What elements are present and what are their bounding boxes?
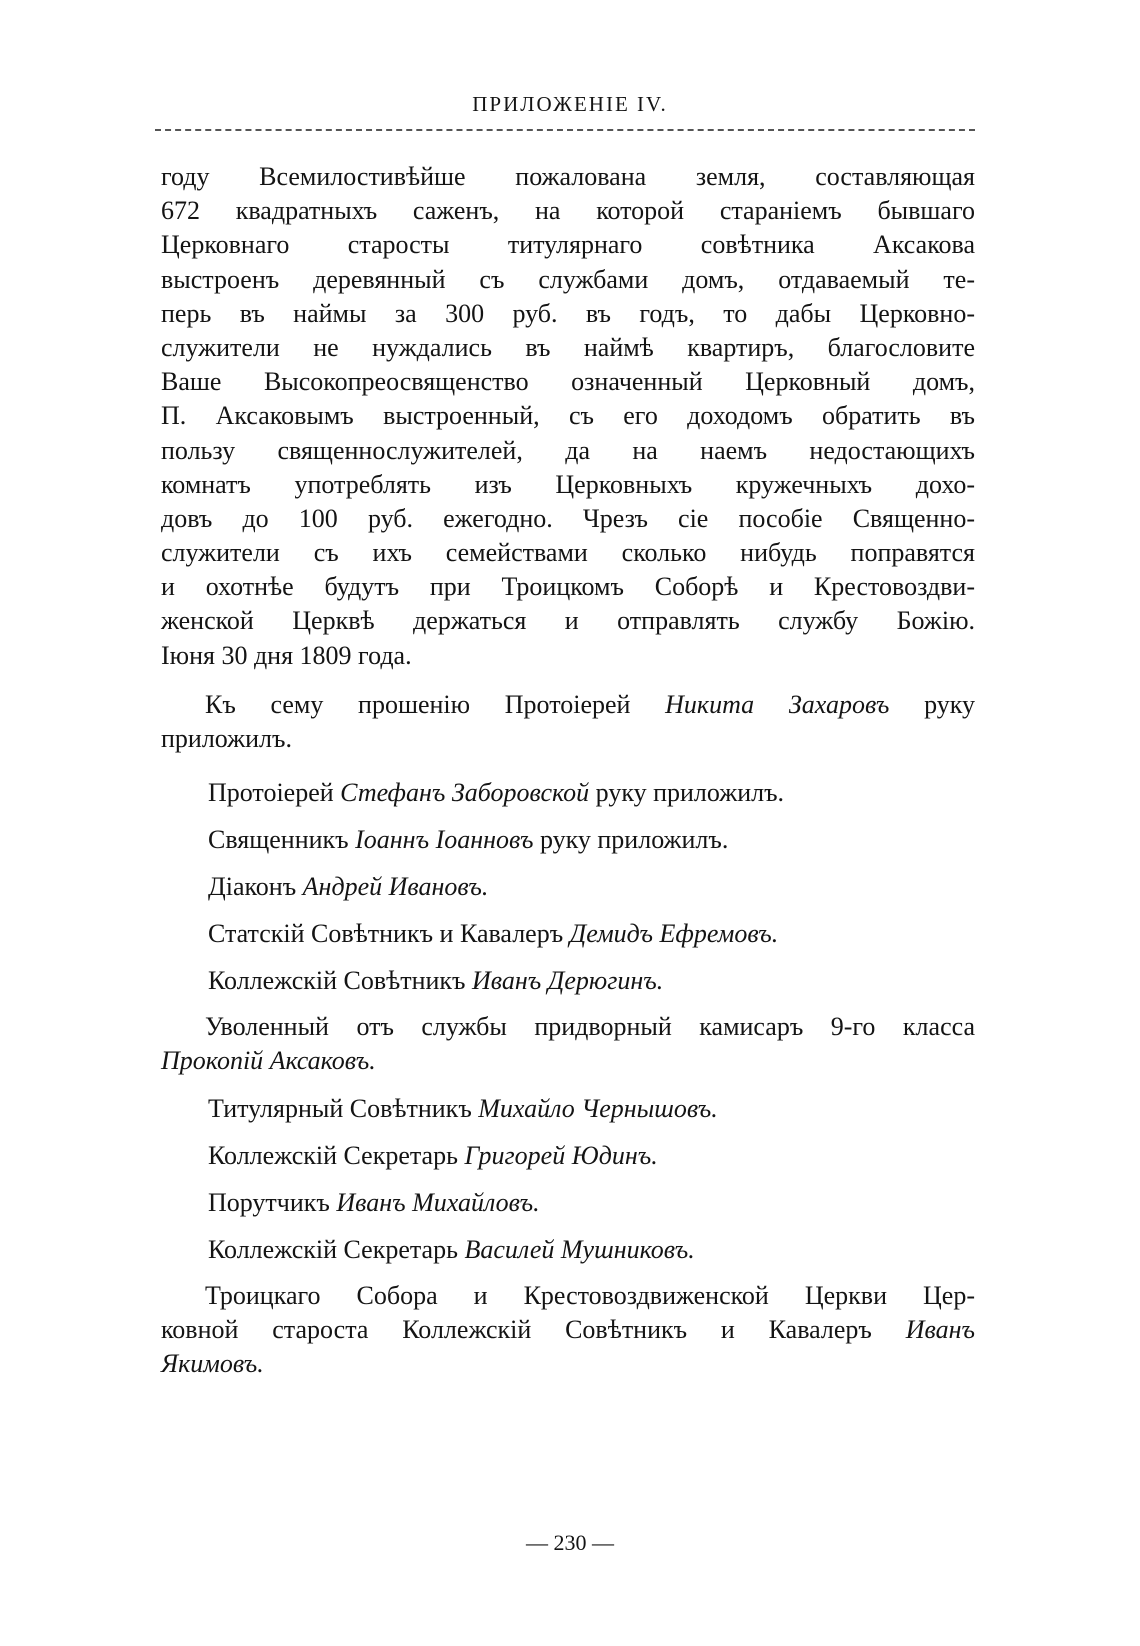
signature-name: Прокопій Аксаковъ. bbox=[161, 1046, 376, 1076]
signature-text: Священникъ bbox=[208, 825, 356, 855]
signature-line bbox=[161, 769, 975, 816]
signature-text: руку приложилъ. bbox=[589, 778, 785, 808]
signature-text: Протоіерей bbox=[208, 778, 341, 808]
signature-line bbox=[161, 957, 975, 1004]
signature-name: Никита Захаровъ bbox=[665, 689, 890, 719]
signature-name: Іоаннъ Іоанновъ bbox=[355, 825, 534, 855]
running-header: ПРИЛОЖЕНІЕ IV. bbox=[472, 92, 668, 116]
text-line: Іюня 30 дня 1809 года. bbox=[161, 640, 412, 670]
signature-line: Троицкаго Собора и Крестовоздвиженской Церкви Цер- bbox=[205, 1280, 975, 1310]
signature-line bbox=[161, 1132, 975, 1179]
signature-text: Статскій Совѣтникъ и Кавалеръ bbox=[208, 919, 570, 949]
signature-text: Коллежскій Секретарь bbox=[208, 1140, 465, 1170]
signature-line: приложилъ. bbox=[161, 724, 292, 753]
signature-name: Стефанъ Заборовской bbox=[340, 778, 590, 808]
signature-line bbox=[161, 1179, 975, 1226]
signature-text: ковной староста Коллежскій Совѣтникъ и Кавалеръ bbox=[161, 1314, 906, 1344]
text-line: П. Аксаковымъ выстроенный, съ его доходомъ обратить въ bbox=[161, 401, 975, 431]
signature-text: Коллежскій Совѣтникъ bbox=[208, 966, 472, 996]
signature-name: Иванъ bbox=[905, 1314, 975, 1344]
signature-line bbox=[161, 816, 975, 863]
signature-text: Коллежскій Секретарь bbox=[208, 1234, 465, 1264]
paragraph-gap bbox=[161, 673, 975, 688]
text-line: женской Церквѣ держаться и отправлять службу Божію. bbox=[161, 606, 975, 636]
signature-line bbox=[161, 1085, 975, 1132]
signature-name: Иванъ Дерюгинъ. bbox=[472, 966, 664, 996]
text-line: пользу священнослужителей, да на наемъ недостающихъ bbox=[161, 435, 975, 465]
signature-name: Андрей Ивановъ. bbox=[302, 872, 489, 902]
text-line: перь въ наймы за 300 руб. въ годъ, то дабы Церковно- bbox=[161, 298, 975, 328]
text-line: довъ до 100 руб. ежегодно. Чрезъ сіе пособіе Священно- bbox=[161, 503, 975, 533]
signature-line bbox=[161, 688, 975, 722]
signature-text: Порутчикъ bbox=[208, 1187, 337, 1217]
text-line: 672 квадратныхъ саженъ, на которой стараніемъ бывшаго bbox=[161, 196, 975, 226]
text-line: и охотнѣе будутъ при Троицкомъ Соборѣ и Крестовоздви- bbox=[161, 572, 975, 602]
signature-line bbox=[161, 910, 975, 957]
signature-text: руку bbox=[889, 689, 976, 719]
signature-name: Иванъ Михайловъ. bbox=[336, 1187, 540, 1217]
header-rule bbox=[155, 129, 975, 131]
signature-name: Василей Мушниковъ. bbox=[464, 1234, 695, 1264]
signature-name: Якимовъ. bbox=[161, 1348, 264, 1378]
text-line: служители не нуждались въ наймѣ квартиръ, благословите bbox=[161, 332, 975, 362]
signature-name: Демидъ Ефремовъ. bbox=[569, 919, 779, 949]
signature-text: Діаконъ bbox=[208, 872, 303, 902]
text-line: служители съ ихъ семействами сколько нибудь поправятся bbox=[161, 538, 975, 568]
signature-name: Михайло Чернышовъ. bbox=[478, 1093, 718, 1123]
paragraph-gap bbox=[161, 756, 975, 769]
text-line: комнатъ употреблять изъ Церковныхъ кружечныхъ дохо- bbox=[161, 469, 975, 499]
signature-name: Григорей Юдинъ. bbox=[464, 1140, 658, 1170]
signature-text: Титулярный Совѣтникъ bbox=[208, 1093, 479, 1123]
signature-line bbox=[161, 863, 975, 910]
signature-line bbox=[161, 1313, 975, 1347]
text-line: выстроенъ деревянный съ службами домъ, отдаваемый те- bbox=[161, 264, 975, 294]
text-line: году Всемилостивѣйше пожалована земля, составляющая bbox=[161, 162, 975, 191]
main-text bbox=[161, 160, 975, 1381]
signature-text: руку приложилъ. bbox=[533, 825, 729, 855]
signature-line bbox=[161, 1226, 975, 1273]
text-line: Церковнаго старосты титулярнаго совѣтника Аксакова bbox=[161, 230, 975, 260]
text-line: Ваше Высокопреосвященство означенный Церковный домъ, bbox=[161, 367, 975, 397]
page-number: — 230 — bbox=[526, 1530, 614, 1555]
signature-text: Къ сему прошенію Протоіерей bbox=[205, 689, 666, 719]
signature-line: Уволенный отъ службы придворный камисаръ 9-го класса bbox=[205, 1012, 975, 1042]
